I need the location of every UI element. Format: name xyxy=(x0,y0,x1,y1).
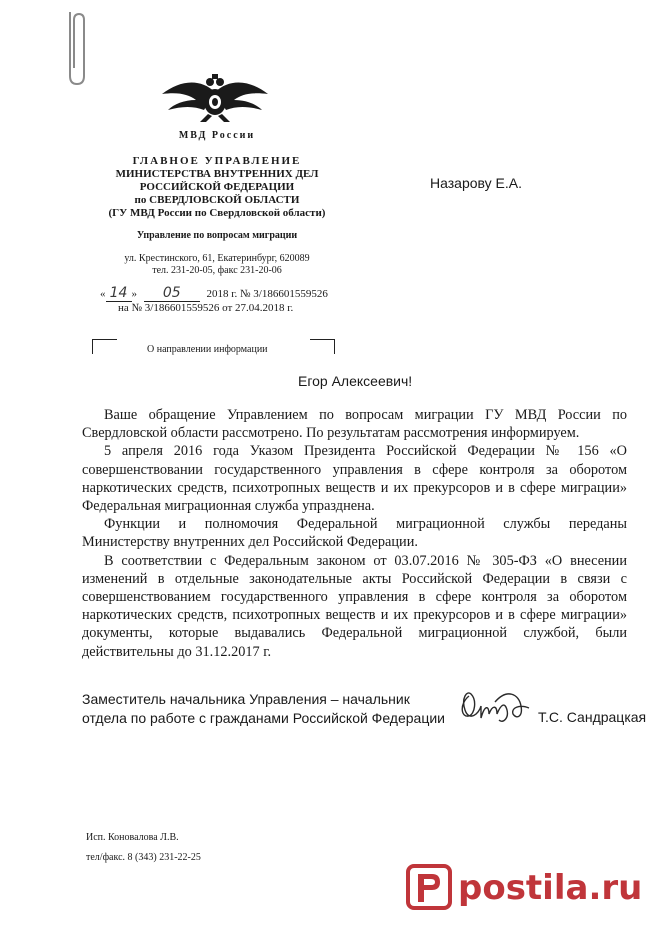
signer-name: Т.С. Сандрацкая xyxy=(538,709,647,725)
org-line-2: МИНИСТЕРСТВА ВНУТРЕННИХ ДЕЛ xyxy=(115,168,319,180)
phone-line: тел. 231-20-05, факс 231-20-06 xyxy=(152,265,282,276)
paper-clip-icon xyxy=(64,8,90,86)
department-name: Управление по вопросам миграции xyxy=(136,230,298,241)
handwritten-signature xyxy=(455,684,535,728)
signer-position xyxy=(82,690,445,728)
signer-position-line-1: Заместитель начальника Управления – начальник xyxy=(82,691,410,707)
subject: О направлении информации xyxy=(147,344,268,355)
letter-body xyxy=(82,406,627,661)
registration-date-line: « 14 » 05 2018 г. № 3/186601559526 xyxy=(100,285,328,301)
watermark xyxy=(406,858,656,918)
org-line-1: ГЛАВНОЕ УПРАВЛЕНИЕ xyxy=(132,155,302,167)
ref-text: № 3/186601559526 от 27.04.2018 г. xyxy=(131,302,294,314)
executor-info xyxy=(86,828,201,868)
org-line-3: РОССИЙСКОЙ ФЕДЕРАЦИИ xyxy=(139,181,295,193)
subject-bracket-left xyxy=(92,339,117,354)
org-line-4: по СВЕРДЛОВСКОЙ ОБЛАСТИ xyxy=(134,194,300,206)
reg-month: 05 xyxy=(144,285,200,302)
subject-bracket-right xyxy=(310,339,335,354)
reg-year-number: 2018 г. № 3/186601559526 xyxy=(206,288,328,300)
org-line-5: (ГУ МВД России по Свердловской области) xyxy=(108,207,326,219)
paragraph-3: Функции и полномочия Федеральной миграционной службы переданы Министерству внутренних дел Российской Федерации. xyxy=(82,516,627,551)
organization-name xyxy=(92,155,342,220)
address-line: ул. Крестинского, 61, Екатеринбург, 620089 xyxy=(124,253,310,264)
paragraph-4: В соответствии с Федеральным законом от 03.07.2016 № 305-ФЗ «О внесении изменений в отдельные законодательные акты Российской Федерации в связи с совершенствованием государственного управления в сфере контроля за оборотом наркотических средств, психотропных веществ и их прекурсоров и в сфере миграции» документы, которые выдавались Федеральной миграционной службой, были действительны до 31.12.2017 г. xyxy=(82,552,627,660)
greeting: Егор Алексеевич! xyxy=(298,373,413,389)
postila-logo-icon xyxy=(406,864,452,912)
executor-name: Исп. Коновалова Л.В. xyxy=(86,832,179,843)
reference-line xyxy=(118,302,293,314)
paragraph-2: 5 апреля 2016 года Указом Президента Российской Федерации № 156 «О совершенствовании государственного управления в сфере контроля за оборотом наркотических средств, психотропных веществ и их прекурсоров и в сфере миграции» Федеральная миграционная служба упразднена. xyxy=(82,443,627,515)
executor-phone: тел/факс. 8 (343) 231-22-25 xyxy=(86,852,201,863)
sender-block xyxy=(92,130,342,277)
recipient: Назарову Е.А. xyxy=(430,175,522,191)
watermark-text: postila.ru xyxy=(458,868,643,908)
paragraph-1: Ваше обращение Управлением по вопросам миграции ГУ МВД России по Свердловской области рассмотрено. По результатам рассмотрения информируем. xyxy=(82,407,627,442)
sender-address xyxy=(92,253,342,277)
agency-short-name: МВД России xyxy=(178,130,256,141)
double-headed-eagle-emblem-icon xyxy=(160,72,270,124)
ref-prefix: на xyxy=(118,302,129,314)
reg-day: 14 xyxy=(106,285,132,302)
signer-position-line-2: отдела по работе с гражданами Российской Федерации xyxy=(82,710,445,726)
